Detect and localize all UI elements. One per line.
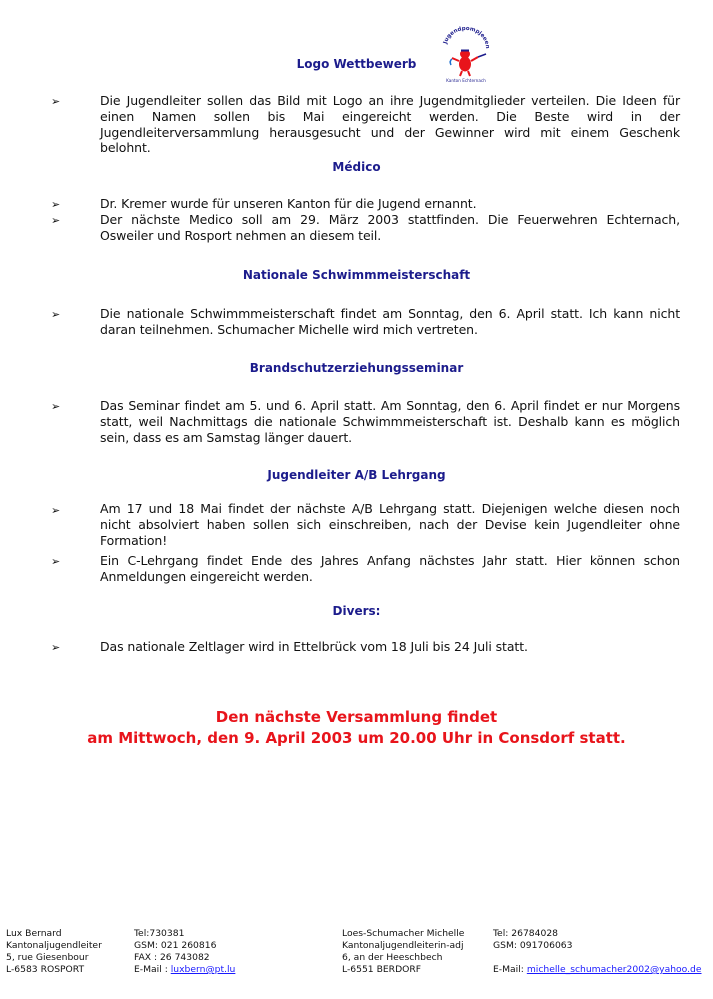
heading-medico: Médico — [332, 160, 381, 174]
footer-tel: Tel: 26784028 — [493, 928, 559, 939]
footer-contact-1 — [134, 928, 235, 976]
footer-email-label: E-Mail: — [493, 964, 527, 975]
paragraph-divers: Das nationale Zeltlager wird in Ettelbrück vom 18 Juli bis 24 Juli statt. — [100, 639, 528, 654]
paragraph-brandschutzerziehungsseminar: Das Seminar findet am 5. und 6. April statt. Am Sonntag, den 6. April findet er nur Morgens statt, weil Nachmittags die nationale Schwimmmeisterschaft ist. Deshalb kann es möglich sein, dass es am Samstag länger dauert. — [100, 398, 680, 445]
paragraph-lehrgang-2: Ein C-Lehrgang findet Ende des Jahres Anfang nächstes Jahr statt. Hier können schon Anmeldungen eingereicht werden. — [100, 553, 680, 584]
footer-name: Loes-Schumacher Michelle — [342, 928, 465, 939]
footer-gsm: GSM: 021 260816 — [134, 940, 217, 951]
heading-brandschutzerziehungsseminar: Brandschutzerziehungsseminar — [249, 361, 464, 375]
footer-email-row — [493, 964, 702, 976]
footer-email-row — [134, 964, 235, 976]
bullet-icon: ➢ — [51, 95, 61, 108]
footer-city: L-6583 ROSPORT — [6, 964, 85, 975]
paragraph-medico-2: Der nächste Medico soll am 29. März 2003 stattfinden. Die Feuerwehren Echternach, Osweiler und Rosport nehmen an diesem teil. — [100, 212, 680, 243]
email-link-schumacher[interactable]: michelle_schumacher2002@yahoo.de — [526, 964, 702, 975]
footer-street: 5, rue Giesenbour — [6, 952, 89, 963]
heading-schwimmmeisterschaft: Nationale Schwimmmeisterschaft — [242, 268, 471, 282]
footer-email-label: E-Mail : — [134, 964, 171, 975]
paragraph-medico-1: Dr. Kremer wurde für unseren Kanton für die Jugend ernannt. — [100, 196, 477, 211]
mascot-icon — [436, 26, 496, 84]
bullet-icon: ➢ — [51, 504, 61, 517]
footer-name: Lux Bernard — [6, 928, 62, 939]
bullet-icon: ➢ — [51, 198, 61, 211]
footer-spacer — [493, 952, 702, 964]
svg-text:Kanton Echternach: Kanton Echternach — [446, 78, 486, 83]
footer-fax: FAX : 26 743082 — [134, 952, 210, 963]
footer-person-1 — [6, 928, 102, 976]
footer-contact-2 — [493, 928, 702, 976]
jugendpompjeeen-logo — [436, 26, 496, 84]
bullet-icon: ➢ — [51, 214, 61, 227]
bullet-icon: ➢ — [51, 308, 61, 321]
heading-jugendleiter-lehrgang: Jugendleiter A/B Lehrgang — [267, 468, 446, 482]
footer-role: Kantonaljugendleiterin-adj — [342, 940, 464, 951]
announcement-line-2: am Mittwoch, den 9. April 2003 um 20.00 Uhr in Consdorf statt. — [87, 729, 626, 747]
paragraph-schwimmmeisterschaft: Die nationale Schwimmmeisterschaft findet am Sonntag, den 6. April statt. Ich kann nicht daran teilnehmen. Schumacher Michelle wird mich vertreten. — [100, 306, 680, 337]
footer-person-2 — [342, 928, 464, 976]
email-link-lux[interactable]: luxbern@pt.lu — [170, 964, 236, 975]
announcement-line-1: Den nächste Versammlung findet — [215, 708, 498, 726]
footer-tel: Tel:730381 — [134, 928, 185, 939]
svg-text:Jugendpompjeeen: Jugendpompjeeen — [442, 26, 491, 49]
heading-logo-wettbewerb: Logo Wettbewerb — [296, 57, 417, 71]
footer-role: Kantonaljugendleiter — [6, 940, 102, 951]
footer-street: 6, an der Heeschbech — [342, 952, 443, 963]
footer-gsm: GSM: 091706063 — [493, 940, 573, 951]
paragraph-logo-wettbewerb: Die Jugendleiter sollen das Bild mit Logo an ihre Jugendmitglieder verteilen. Die Ideen für einen Namen sollen bis Mai eingereicht werden. Die Beste wird in der Jugendleiterversammlung herausgesucht und der Gewinner wird mit einem Geschenk belohnt. — [100, 93, 680, 156]
heading-divers: Divers: — [332, 604, 381, 618]
paragraph-lehrgang-1: Am 17 und 18 Mai findet der nächste A/B Lehrgang statt. Diejenigen welche diesen noch nicht absolviert haben sollen sich einschreiben, nach der Devise kein Jugendleiter ohne Formation! — [100, 501, 680, 548]
bullet-icon: ➢ — [51, 400, 61, 413]
bullet-icon: ➢ — [51, 641, 61, 654]
bullet-icon: ➢ — [51, 555, 61, 568]
footer-city: L-6551 BERDORF — [342, 964, 422, 975]
